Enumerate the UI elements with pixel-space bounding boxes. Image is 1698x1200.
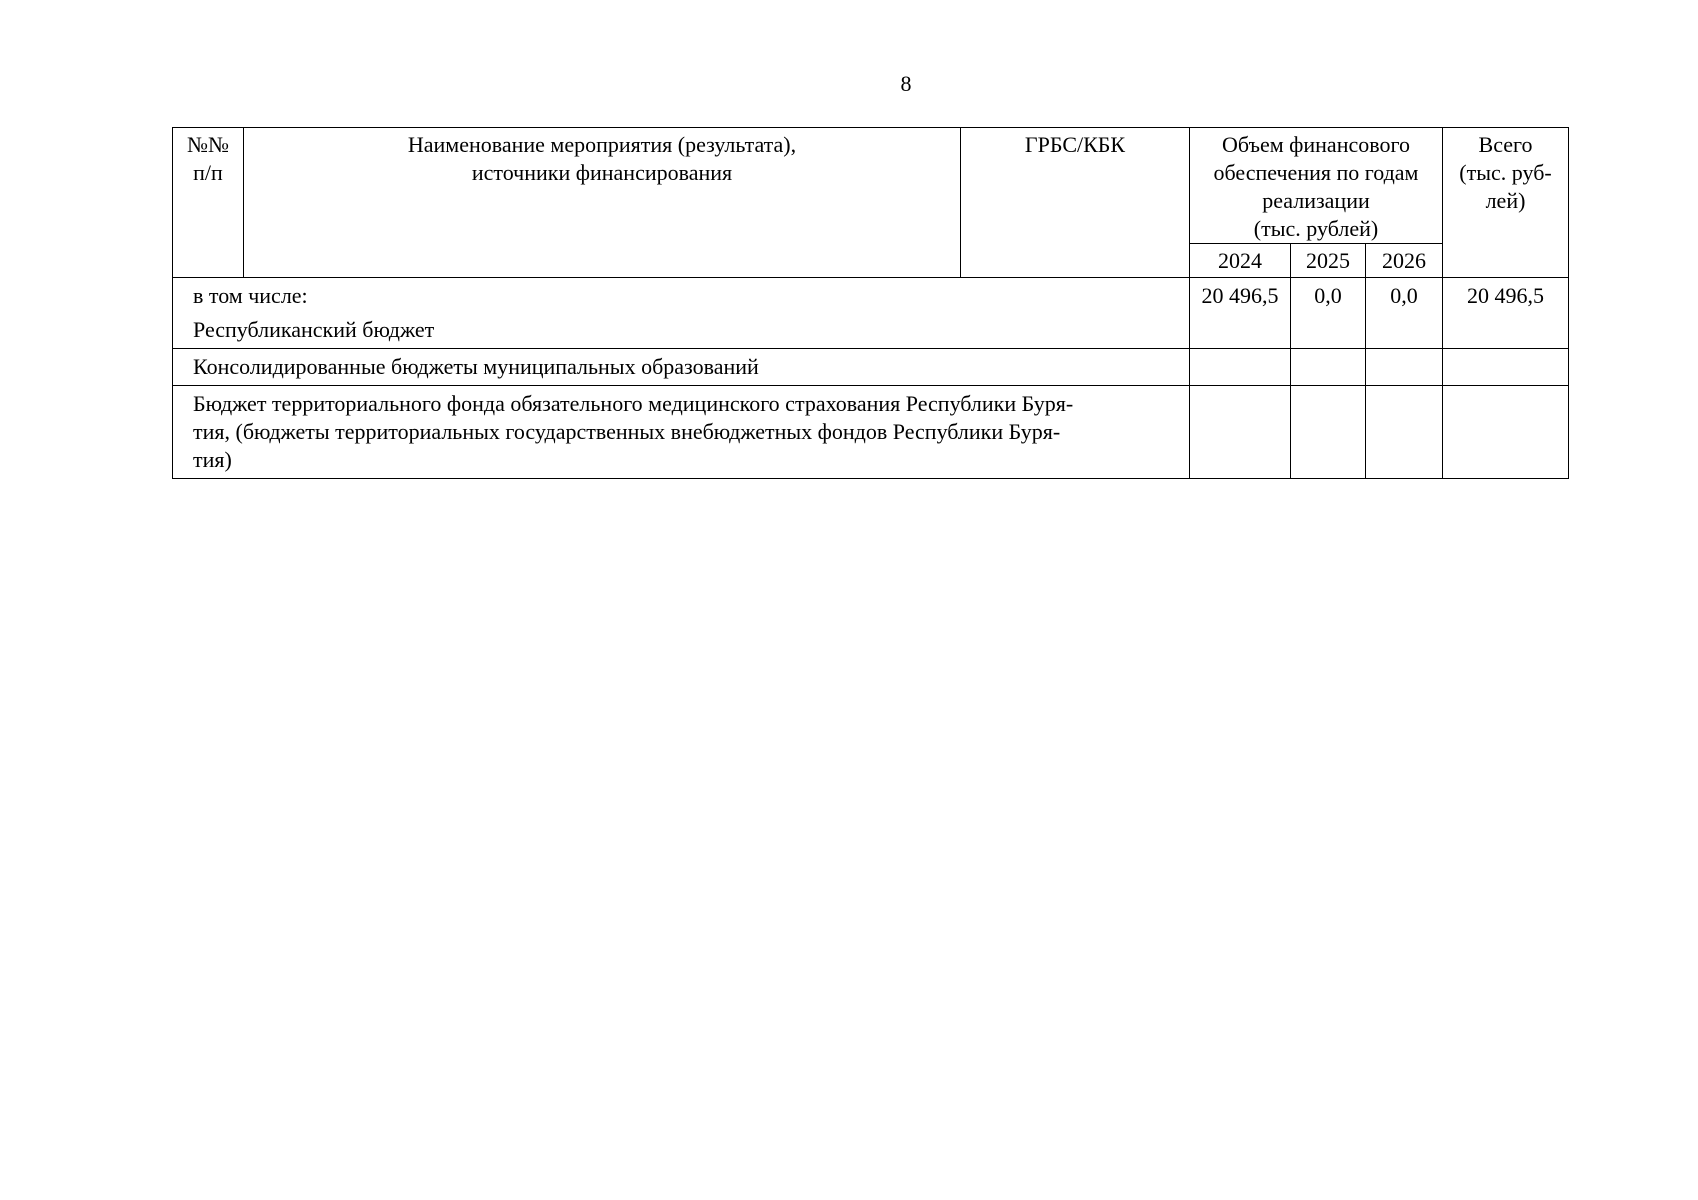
financing-table	[172, 127, 1569, 479]
cell-2024: 20 496,5	[1190, 278, 1291, 349]
cell-2024	[1190, 349, 1291, 386]
header-name-line1: Наименование мероприятия (результата),	[407, 132, 797, 157]
cell-2026: 0,0	[1366, 278, 1443, 349]
cell-2026	[1366, 386, 1443, 479]
cell-total	[1443, 349, 1569, 386]
header-volume-line1: Объем финансового	[1222, 132, 1410, 157]
header-volume-line2: обеспечения по годам	[1213, 160, 1419, 185]
header-total-line2: (тыс. руб-	[1459, 160, 1552, 185]
header-kbk-label: ГРБС/КБК	[1024, 132, 1126, 157]
table-row-medical-insurance-fund	[173, 386, 1569, 479]
row-label	[173, 386, 1190, 479]
cell-2025: 0,0	[1291, 278, 1366, 349]
header-volume-line3: реализации	[1262, 188, 1370, 213]
page-number: 8	[900, 71, 912, 96]
cell-2025	[1291, 386, 1366, 479]
cell-2026	[1366, 349, 1443, 386]
row-label-line2: тия, (бюджеты территориальных государственных внебюджетных фондов Республики Буря-	[193, 419, 1061, 444]
header-kbk-column	[961, 128, 1190, 278]
row-label	[173, 278, 1190, 349]
header-total-line3: лей)	[1485, 188, 1526, 213]
header-number-line1: №№	[187, 132, 229, 157]
header-number-line2: п/п	[193, 160, 223, 185]
cell-total	[1443, 386, 1569, 479]
header-year-2026: 2026	[1366, 244, 1443, 278]
header-name-column	[244, 128, 961, 278]
row-label-line1: в том числе:	[193, 283, 308, 308]
cell-total: 20 496,5	[1443, 278, 1569, 349]
row-label-line1: Консолидированные бюджеты муниципальных образований	[193, 354, 759, 379]
row-label	[173, 349, 1190, 386]
cell-2024	[1190, 386, 1291, 479]
header-volume-column	[1190, 128, 1443, 244]
row-label-line2: Республиканский бюджет	[193, 317, 435, 342]
header-total-column	[1443, 128, 1569, 278]
header-year-2024: 2024	[1190, 244, 1291, 278]
row-label-line3: тия)	[193, 447, 232, 472]
cell-2025	[1291, 349, 1366, 386]
row-label-line1: Бюджет территориального фонда обязательного медицинского страхования Республики Буря-	[193, 391, 1074, 416]
header-total-line1: Всего	[1478, 132, 1533, 157]
header-year-2025: 2025	[1291, 244, 1366, 278]
header-volume-line4: (тыс. рублей)	[1253, 216, 1379, 241]
table-row-republican-budget	[173, 278, 1569, 349]
table-row-municipal-budgets	[173, 349, 1569, 386]
table-header-row	[173, 128, 1569, 244]
header-number-column	[173, 128, 244, 278]
header-name-line2: источники финансирования	[471, 160, 733, 185]
